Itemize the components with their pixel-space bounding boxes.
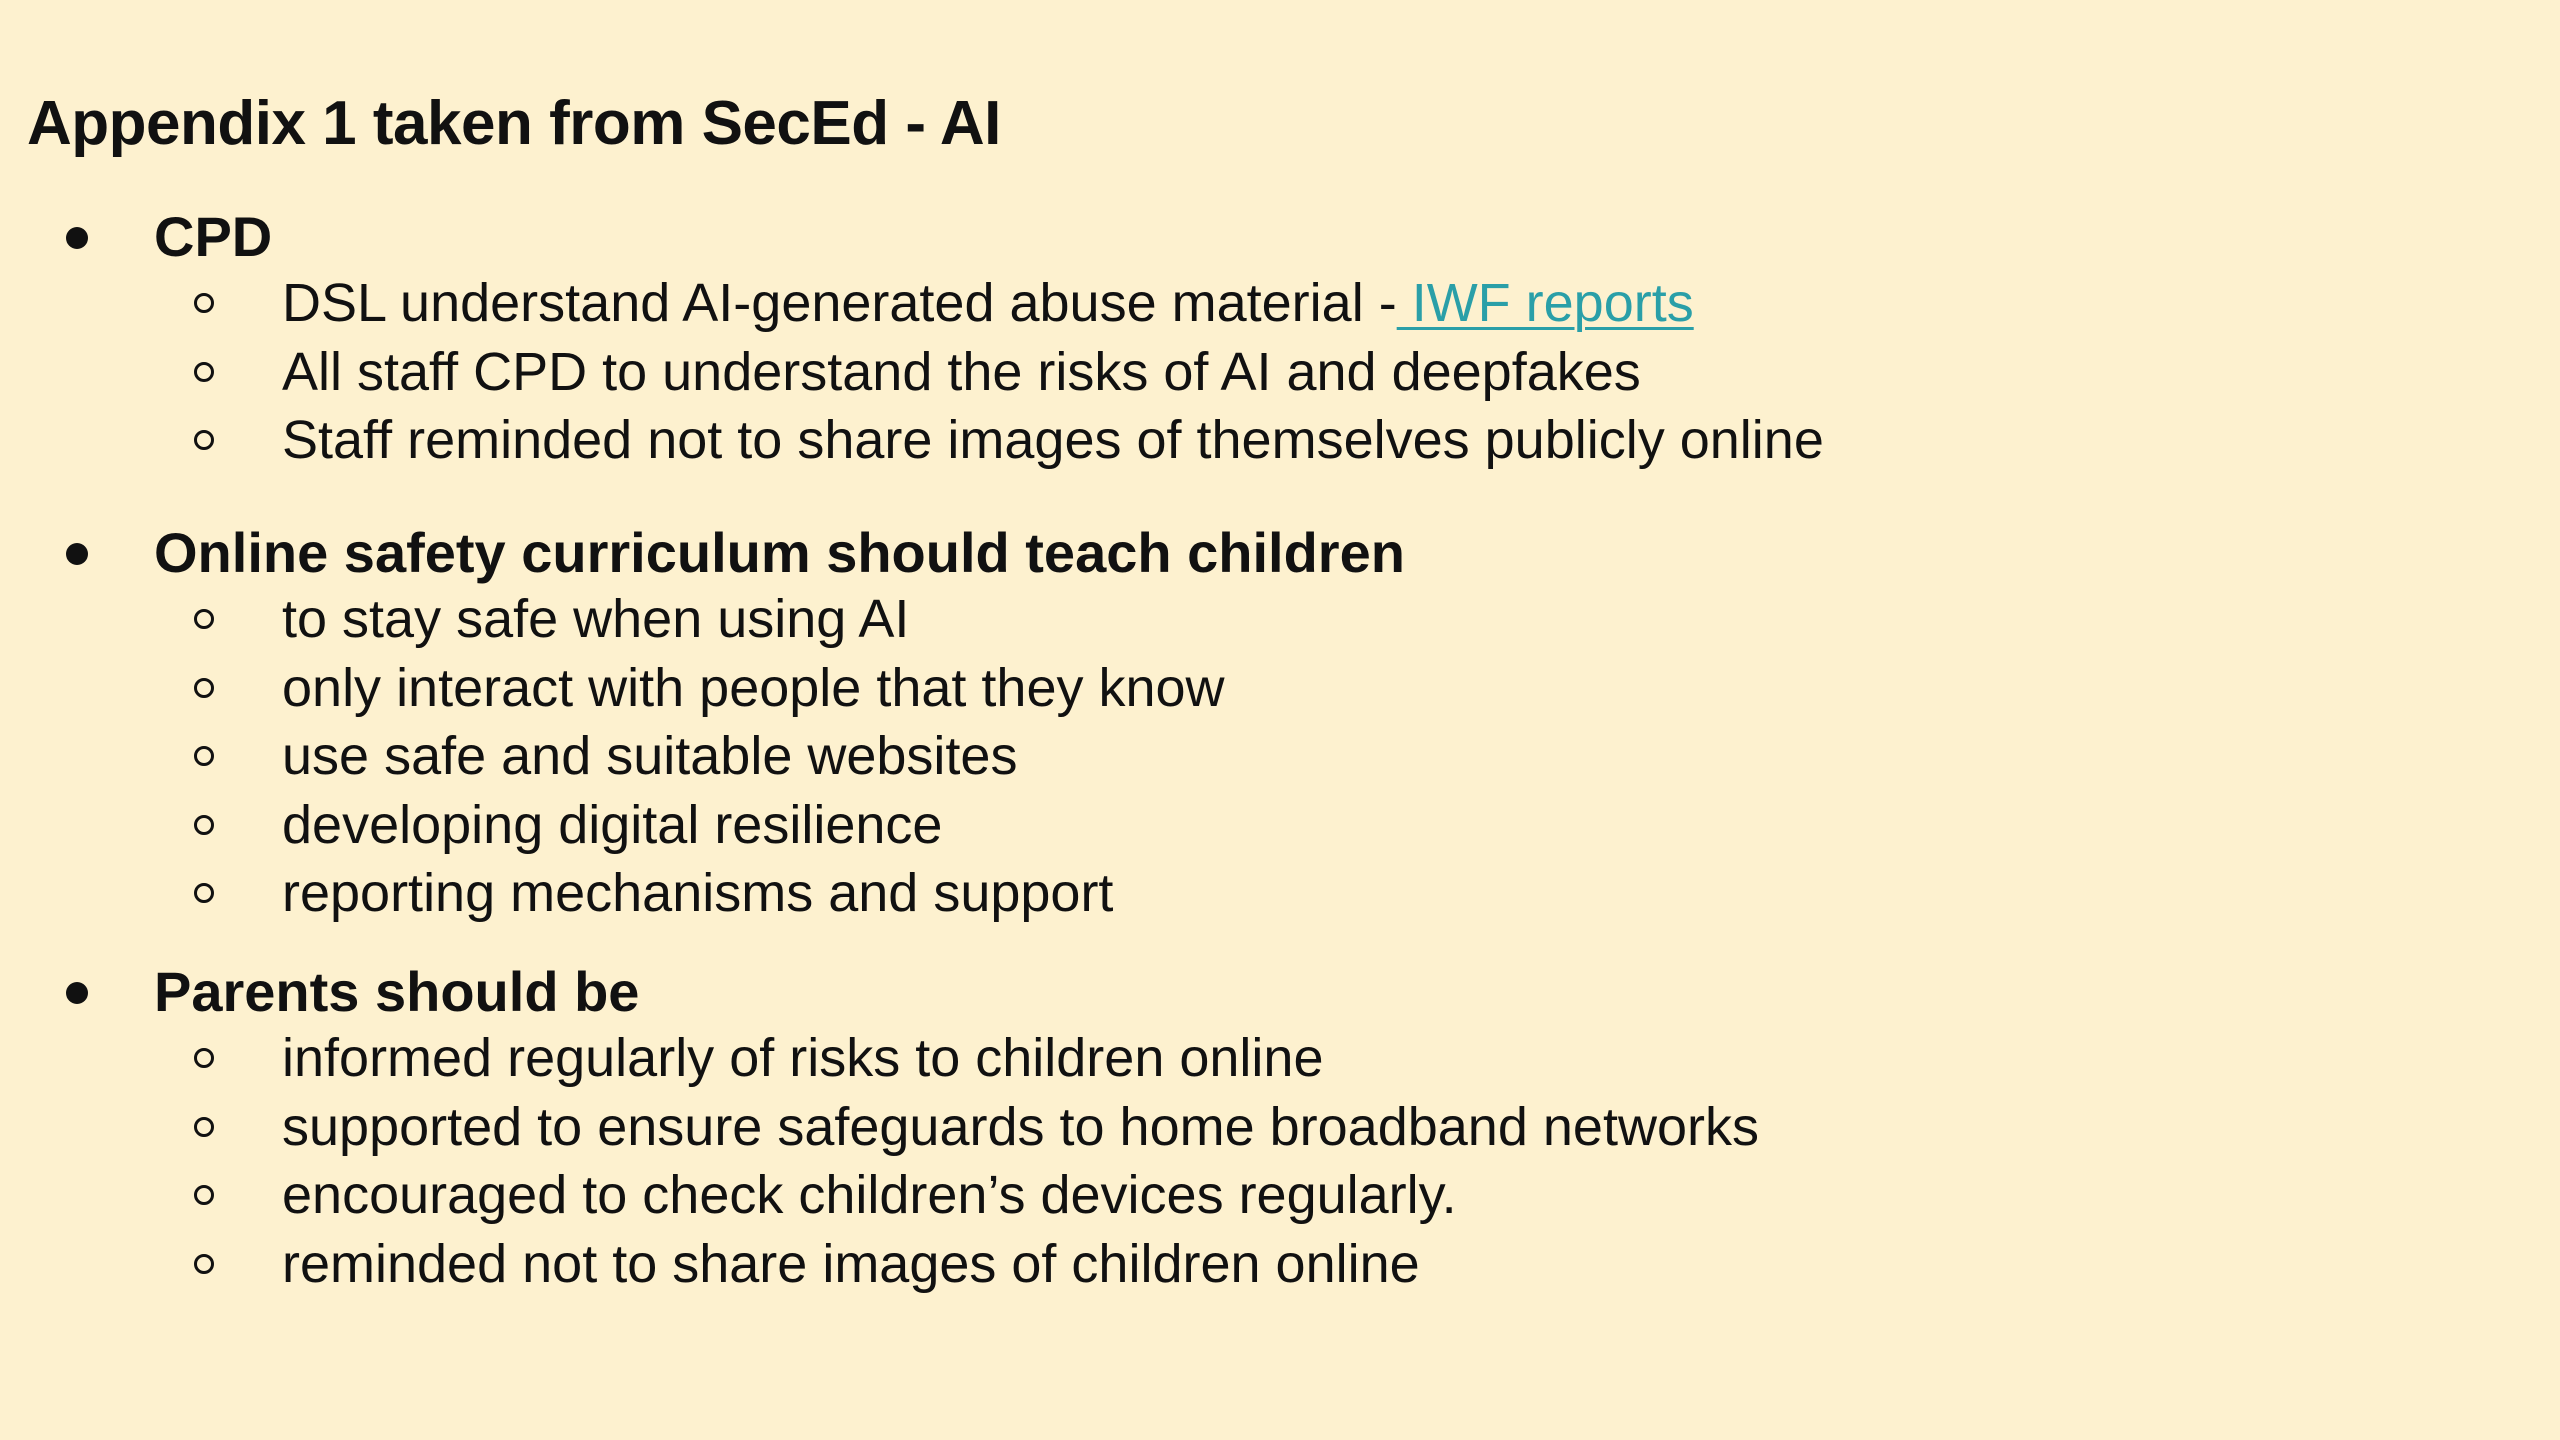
bullet-circle-icon <box>194 815 214 835</box>
bullet-circle-icon <box>194 1185 214 1205</box>
section-heading <box>0 954 2000 1030</box>
section-heading-label: Parents should be <box>154 960 640 1023</box>
bullet-circle-icon <box>194 1117 214 1137</box>
list-item-label: DSL understand AI-generated abuse material - <box>282 273 1397 333</box>
list-item <box>0 653 2300 722</box>
list-item <box>0 268 2300 337</box>
list-item <box>0 584 2300 653</box>
list-item <box>0 1092 2300 1161</box>
list-item <box>0 858 2300 927</box>
list-item-text: encouraged to check children’s devices regularly. <box>282 1165 1457 1225</box>
iwf-reports-link[interactable]: IWF reports <box>1396 273 1694 333</box>
page-title: Appendix 1 taken from SecEd - AI <box>27 89 1001 158</box>
list-item-text: All staff CPD to understand the risks of AI and deepfakes <box>282 341 1641 402</box>
list-item-text: Staff reminded not to share images of themselves publicly online <box>282 410 1824 470</box>
bullet-circle-icon <box>194 1254 214 1274</box>
list-item <box>0 721 2300 790</box>
list-item <box>0 1160 2300 1229</box>
sub-list <box>0 584 2300 927</box>
list-item-text: only interact with people that they know <box>282 657 1225 718</box>
list-item-text: supported to ensure safeguards to home broadband networks <box>282 1096 1759 1157</box>
list-item-text: reporting mechanisms and support <box>282 863 1114 923</box>
bullet-circle-icon <box>194 1048 214 1068</box>
section-heading-label: CPD <box>154 205 273 268</box>
list-item-text: reminded not to share images of children online <box>282 1233 1420 1294</box>
section-heading-label: Online safety curriculum should teach children <box>154 521 1405 584</box>
bullet-disc-icon <box>66 227 88 249</box>
bullet-disc-icon <box>66 982 88 1004</box>
bullet-circle-icon <box>194 293 214 313</box>
bullet-disc-icon <box>66 543 88 565</box>
list-item-text: developing digital resilience <box>282 794 943 855</box>
list-item-text: to stay safe when using AI <box>282 589 910 649</box>
list-item <box>0 337 2300 406</box>
bullet-circle-icon <box>194 362 214 382</box>
list-item-text <box>282 268 1694 338</box>
bullet-circle-icon <box>194 678 214 698</box>
section-heading <box>0 199 2000 275</box>
list-item-text: informed regularly of risks to children online <box>282 1028 1324 1088</box>
list-item-text: use safe and suitable websites <box>282 726 1018 786</box>
bullet-circle-icon <box>194 746 214 766</box>
list-item <box>0 1023 2300 1092</box>
sub-list <box>0 1023 2300 1297</box>
list-item <box>0 1229 2300 1298</box>
list-item <box>0 790 2300 859</box>
bullet-circle-icon <box>194 609 214 629</box>
list-item <box>0 405 2300 474</box>
bullet-circle-icon <box>194 430 214 450</box>
sub-list <box>0 268 2300 474</box>
section-heading <box>0 515 2000 591</box>
bullet-circle-icon <box>194 883 214 903</box>
